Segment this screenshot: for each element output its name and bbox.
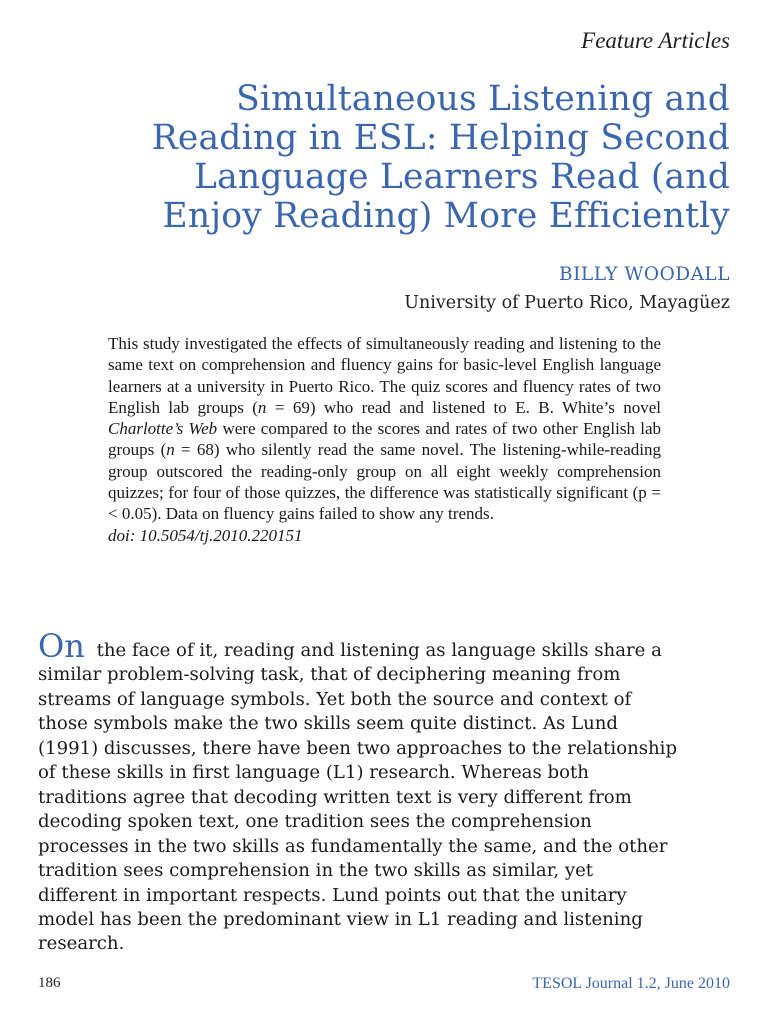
abstract-variable: n [166,440,175,460]
abstract-variable: n [257,397,267,417]
article-title [30,80,730,236]
body-line: those symbols make the two skills seem quite distinct. As Lund [38,713,618,735]
title-line: Reading in ESL: Helping Second [151,118,730,158]
title-line: Simultaneous Listening and [236,79,730,119]
body-line: research. [38,933,125,955]
body-line-text: the face of it, reading and listening as language skills share a [90,640,662,661]
body-line [38,627,730,665]
body-line: different in important respects. Lund points out that the unitary [38,884,627,906]
body-line: similar problem-solving task, that of deciphering meaning from [38,664,621,686]
body-paragraph [38,627,730,957]
abstract-book-title: Charlotte’s Web [108,419,218,439]
section-label: Feature Articles [581,28,730,53]
abstract-text: were compared to the scores and rates of two other English lab groups ( [108,419,661,460]
abstract [108,333,661,546]
body-line: traditions agree that decoding written text is very different from [38,786,632,808]
abstract-text: = 68) who silently read the same novel. The listening-while-reading group outscored the reading-only group on all eight weekly comprehension quizzes; for four of those quizzes, the difference was statistically significant (p =< 0.05). Data on fluency gains failed to show any trends. [108,440,661,524]
body-line: of these skills in first language (L1) research. Whereas both [38,762,589,784]
body-line: decoding spoken text, one tradition sees the comprehension [38,811,592,833]
body-line: tradition sees comprehension in the two skills as similar, yet [38,860,594,882]
body-line: (1991) discusses, there have been two approaches to the relationship [38,737,678,759]
title-line: Language Learners Read (and [194,157,730,197]
author-name: BILLY WOODALL [559,264,730,285]
title-line: Enjoy Reading) More Efficiently [162,196,730,236]
doi-link[interactable]: doi: 10.5054/tj.2010.220151 [108,525,303,545]
author-affiliation: University of Puerto Rico, Mayagüez [404,293,730,313]
body-line: streams of language symbols. Yet both the source and context of [38,688,632,710]
journal-citation: TESOL Journal 1.2, June 2010 [532,975,730,992]
body-line: model has been the predominant view in L1 reading and listening [38,908,643,930]
page-number: 186 [38,975,61,991]
body-line: processes in the two skills as fundamentally the same, and the other [38,835,668,857]
abstract-text: This study investigated the effects of simultaneously reading and listening to the same text on comprehension and fluency gains for basic-level English language learners at a university in Puerto Rico. The quiz scores and fluency rates of two English lab groups ( [108,334,661,417]
drop-cap: On [38,627,85,665]
abstract-text: = 69) who read and listened to E. B. White’s novel [266,397,662,417]
